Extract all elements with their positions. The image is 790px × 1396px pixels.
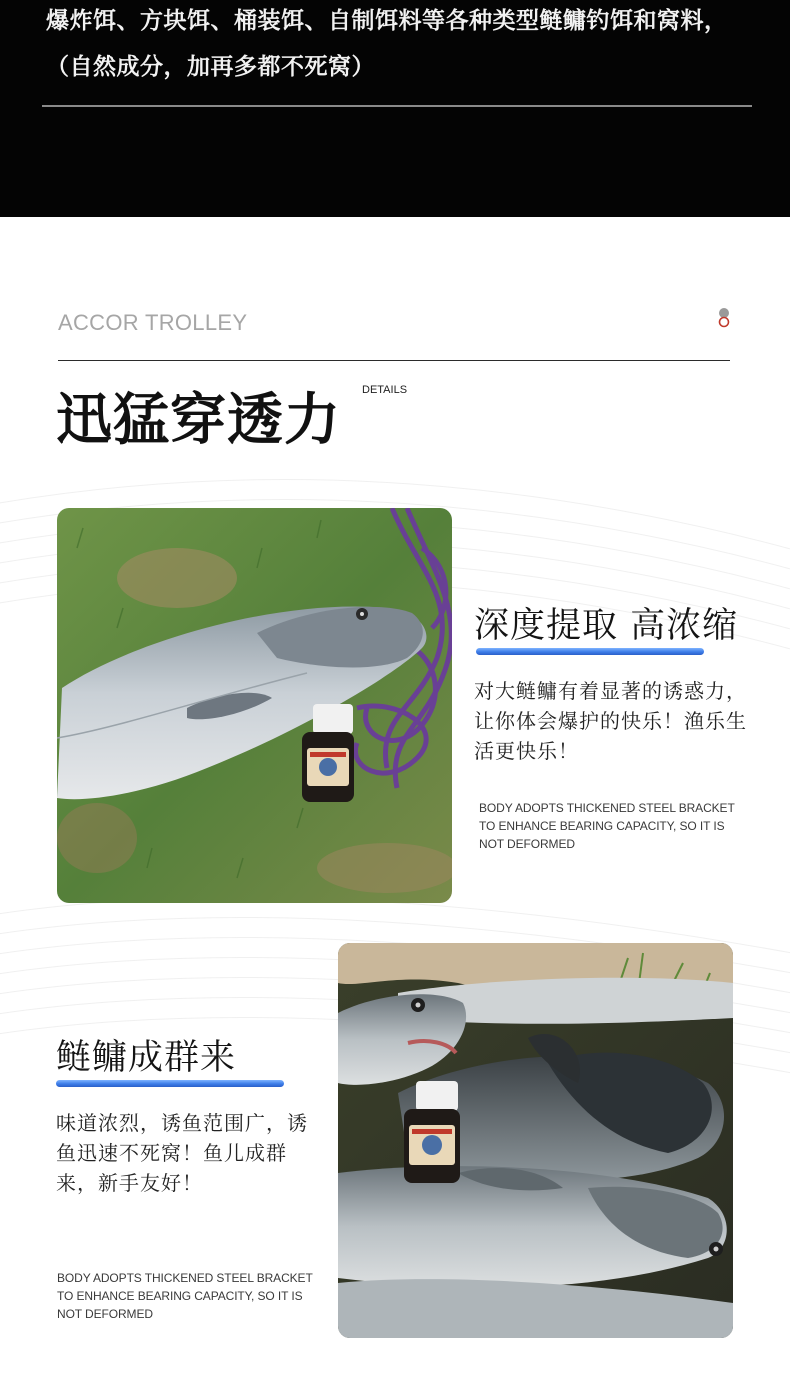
fish-on-grass-photo bbox=[57, 508, 452, 903]
section-eyebrow: ACCOR TROLLEY bbox=[58, 310, 248, 335]
fish-pile-photo bbox=[338, 943, 733, 1338]
feature-1-description: 对大鲢鳙有着显著的诱惑力，让你体会爆护的快乐！渔乐生活更快乐！ bbox=[474, 679, 747, 763]
section-tag: DETAILS bbox=[362, 384, 408, 396]
capsule-icon bbox=[717, 307, 731, 329]
section-title: 迅猛穿透力 bbox=[56, 388, 341, 453]
feature-2-accent-bar bbox=[56, 1080, 284, 1087]
feature-2-english-note: BODY ADOPTS THICKENED STEEL BRACKET TO ENHANCE BEARING CAPACITY, SO IT IS NOT DEFORMED bbox=[57, 1271, 313, 1321]
feature-2-description: 味道浓烈，诱鱼范围广，诱鱼迅速不死窝！鱼儿成群来，新手友好！ bbox=[56, 1111, 308, 1195]
banner-divider bbox=[42, 105, 752, 107]
section-divider bbox=[58, 360, 730, 361]
feature-2-title: 鲢鳙成群来 bbox=[56, 1038, 237, 1078]
feature-1-title: 深度提取 高浓缩 bbox=[474, 606, 739, 646]
feature-1-english-note: BODY ADOPTS THICKENED STEEL BRACKET TO ENHANCE BEARING CAPACITY, SO IT IS NOT DEFORMED bbox=[479, 801, 735, 851]
feature-1-accent-bar bbox=[476, 648, 704, 655]
banner-text-line-2: （自然成分，加再多都不死窝） bbox=[46, 54, 375, 80]
top-banner bbox=[0, 0, 790, 217]
banner-text-line-1: 爆炸饵、方块饵、桶装饵、自制饵料等各种类型鲢鳙钓饵和窝料， bbox=[46, 8, 728, 34]
